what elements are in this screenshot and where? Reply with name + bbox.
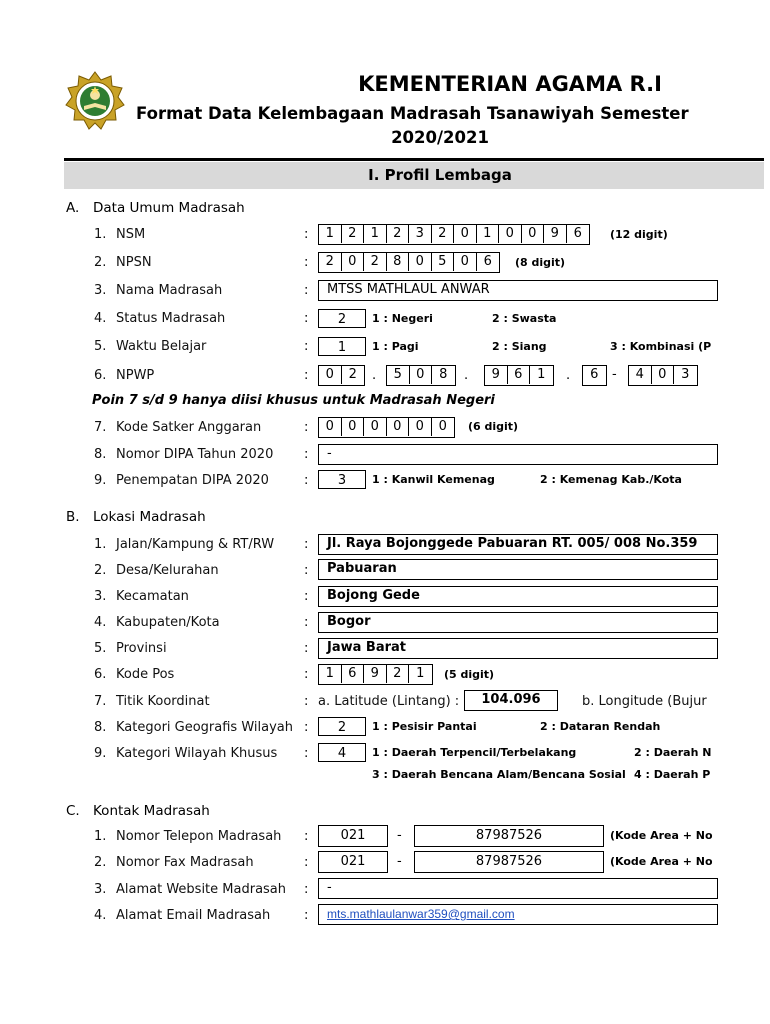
- digit-cell: 0: [652, 366, 675, 384]
- penempatan-option-2: 2 : Kemenag Kab./Kota: [540, 473, 682, 486]
- digit-cell: 2: [432, 225, 455, 243]
- colon: :: [304, 255, 309, 270]
- digit-cell: 6: [573, 226, 582, 241]
- section-b-letter: B.: [66, 509, 80, 525]
- khusus-option-4: 4 : Daerah P: [634, 768, 711, 781]
- npwp-group-2[interactable]: [386, 365, 456, 386]
- koordinat-number: 7.: [94, 694, 107, 709]
- digit-cell: 0: [387, 418, 410, 436]
- colon: :: [304, 882, 309, 897]
- jalan-number: 1.: [94, 537, 107, 552]
- npwp-group-5[interactable]: [628, 365, 698, 386]
- provinsi-number: 5.: [94, 641, 107, 656]
- npwp-dash: -: [612, 367, 617, 382]
- digit-cell: 6: [483, 254, 492, 269]
- kabupaten-field[interactable]: Bogor: [318, 612, 718, 633]
- geografis-option-1: 1 : Pesisir Pantai: [372, 720, 477, 733]
- kecamatan-field[interactable]: Bojong Gede: [318, 586, 718, 607]
- kabupaten-number: 4.: [94, 615, 107, 630]
- waktu-option-1: 1 : Pagi: [372, 340, 419, 353]
- jalan-label: Jalan/Kampung & RT/RW: [116, 537, 275, 552]
- colon: :: [304, 420, 309, 435]
- satker-note: (6 digit): [468, 420, 519, 433]
- npsn-digits[interactable]: [318, 252, 500, 273]
- provinsi-label: Provinsi: [116, 641, 167, 656]
- npwp-dot: .: [566, 368, 571, 383]
- digit-cell: 6: [590, 367, 599, 382]
- form-year: 2020/2021: [391, 128, 489, 147]
- email-number: 4.: [94, 908, 107, 923]
- kodepos-number: 6.: [94, 667, 107, 682]
- nama-madrasah-field[interactable]: MTSS MATHLAUL ANWAR: [318, 280, 718, 301]
- colon: :: [304, 473, 309, 488]
- telepon-note: (Kode Area + No: [610, 829, 713, 842]
- npwp-dot: .: [464, 368, 469, 383]
- colon: :: [304, 368, 309, 383]
- digit-cell: 1: [319, 225, 342, 243]
- status-field[interactable]: 2: [318, 309, 366, 328]
- email-link[interactable]: mts.mathlaulanwar359@gmail.com: [327, 907, 515, 921]
- digit-cell: 0: [454, 225, 477, 243]
- khusus-option-3: 3 : Daerah Bencana Alam/Bencana Sosial: [372, 768, 626, 781]
- telepon-number-field[interactable]: 87987526: [414, 825, 604, 847]
- digit-cell: 1: [364, 225, 387, 243]
- dipa-number: 8.: [94, 447, 107, 462]
- kecamatan-number: 3.: [94, 589, 107, 604]
- khusus-number: 9.: [94, 746, 107, 761]
- colon: :: [304, 746, 309, 761]
- kabupaten-label: Kabupaten/Kota: [116, 615, 220, 630]
- digit-cell: 1: [416, 666, 425, 681]
- digit-cell: 2: [342, 225, 365, 243]
- nsm-number: 1.: [94, 227, 107, 242]
- latitude-label: a. Latitude (Lintang) :: [318, 694, 460, 709]
- section-c-title: Kontak Madrasah: [93, 803, 210, 819]
- desa-label: Desa/Kelurahan: [116, 563, 219, 578]
- khusus-option-1: 1 : Daerah Terpencil/Terbelakang: [372, 746, 577, 759]
- npsn-note: (8 digit): [515, 256, 566, 269]
- digit-cell: 0: [522, 225, 545, 243]
- digit-cell: 0: [364, 418, 387, 436]
- digit-cell: 0: [410, 366, 433, 384]
- status-option-2: 2 : Swasta: [492, 312, 557, 325]
- negeri-only-note: Poin 7 s/d 9 hanya diisi khusus untuk Madrasah Negeri: [92, 393, 495, 408]
- jalan-field[interactable]: Jl. Raya Bojonggede Pabuaran RT. 005/ 008 No.359: [318, 534, 718, 555]
- digit-cell: 0: [438, 419, 447, 434]
- fax-label: Nomor Fax Madrasah: [116, 855, 254, 870]
- khusus-label: Kategori Wilayah Khusus: [116, 746, 278, 761]
- website-field[interactable]: -: [318, 878, 718, 899]
- khusus-field[interactable]: 4: [318, 743, 366, 762]
- section-b-title: Lokasi Madrasah: [93, 509, 206, 525]
- geografis-number: 8.: [94, 720, 107, 735]
- section-a-title: Data Umum Madrasah: [93, 200, 245, 216]
- website-label: Alamat Website Madrasah: [116, 882, 287, 897]
- colon: :: [304, 829, 309, 844]
- section-c-letter: C.: [66, 803, 80, 819]
- digit-cell: 1: [319, 665, 342, 683]
- npwp-label: NPWP: [116, 368, 155, 383]
- colon: :: [304, 589, 309, 604]
- digit-cell: 9: [364, 665, 387, 683]
- desa-field[interactable]: Pabuaran: [318, 559, 718, 580]
- digit-cell: 3: [681, 367, 690, 382]
- geografis-option-2: 2 : Dataran Rendah: [540, 720, 661, 733]
- longitude-label: b. Longitude (Bujur: [582, 694, 707, 709]
- digit-cell: 0: [342, 418, 365, 436]
- colon: :: [304, 667, 309, 682]
- npsn-label: NPSN: [116, 255, 152, 270]
- kodepos-note: (5 digit): [444, 668, 495, 681]
- colon: :: [304, 615, 309, 630]
- digit-cell: 0: [499, 225, 522, 243]
- colon: :: [304, 311, 309, 326]
- section-banner-title: I. Profil Lembaga: [368, 166, 512, 184]
- penempatan-number: 9.: [94, 473, 107, 488]
- nsm-note: (12 digit): [610, 228, 668, 241]
- penempatan-option-1: 1 : Kanwil Kemenag: [372, 473, 495, 486]
- status-number: 4.: [94, 311, 107, 326]
- website-number: 3.: [94, 882, 107, 897]
- digit-cell: 0: [409, 418, 432, 436]
- fax-area-field[interactable]: 021: [318, 851, 388, 873]
- waktu-number: 5.: [94, 339, 107, 354]
- status-option-1: 1 : Negeri: [372, 312, 433, 325]
- nama-number: 3.: [94, 283, 107, 298]
- email-field: [318, 904, 718, 925]
- digit-cell: 9: [544, 225, 567, 243]
- waktu-option-2: 2 : Siang: [492, 340, 547, 353]
- digit-cell: 2: [387, 665, 410, 683]
- khusus-option-2: 2 : Daerah N: [634, 746, 712, 759]
- digit-cell: 6: [508, 366, 531, 384]
- latitude-field[interactable]: 104.096: [464, 690, 558, 711]
- penempatan-field[interactable]: 3: [318, 470, 366, 489]
- telepon-area-field[interactable]: 021: [318, 825, 388, 847]
- npwp-group-1[interactable]: [318, 365, 365, 386]
- status-label: Status Madrasah: [116, 311, 226, 326]
- digit-cell: 0: [409, 253, 432, 271]
- waktu-field[interactable]: 1: [318, 337, 366, 356]
- nsm-digits[interactable]: [318, 224, 590, 245]
- fax-dash: -: [397, 854, 402, 869]
- nama-label: Nama Madrasah: [116, 283, 223, 298]
- digit-cell: 2: [387, 225, 410, 243]
- colon: :: [304, 447, 309, 462]
- npwp-group-4[interactable]: [582, 365, 607, 386]
- form-subtitle: Format Data Kelembagaan Madrasah Tsanawiyah Semester: [136, 104, 689, 123]
- colon: :: [304, 720, 309, 735]
- colon: :: [304, 563, 309, 578]
- colon: :: [304, 227, 309, 242]
- digit-cell: 1: [537, 367, 546, 382]
- digit-cell: 2: [364, 253, 387, 271]
- digit-cell: 8: [439, 367, 448, 382]
- geografis-field[interactable]: 2: [318, 717, 366, 736]
- geografis-label: Kategori Geografis Wilayah: [116, 720, 293, 735]
- digit-cell: 2: [319, 253, 342, 271]
- penempatan-label: Penempatan DIPA 2020: [116, 473, 269, 488]
- fax-number: 2.: [94, 855, 107, 870]
- npwp-dot: .: [372, 368, 377, 383]
- kecamatan-label: Kecamatan: [116, 589, 189, 604]
- npwp-number: 6.: [94, 368, 107, 383]
- digit-cell: 2: [348, 367, 357, 382]
- colon: :: [304, 283, 309, 298]
- digit-cell: 0: [454, 253, 477, 271]
- digit-cell: 1: [477, 225, 500, 243]
- digit-cell: 8: [387, 253, 410, 271]
- digit-cell: 3: [409, 225, 432, 243]
- telepon-dash: -: [397, 828, 402, 843]
- kodepos-digits[interactable]: [318, 664, 433, 685]
- provinsi-field[interactable]: Jawa Barat: [318, 638, 718, 659]
- header-divider: [64, 158, 764, 161]
- colon: :: [304, 339, 309, 354]
- satker-number: 7.: [94, 420, 107, 435]
- digit-cell: 9: [485, 366, 508, 384]
- waktu-label: Waktu Belajar: [116, 339, 207, 354]
- digit-cell: 0: [319, 418, 342, 436]
- digit-cell: 5: [432, 253, 455, 271]
- kodepos-label: Kode Pos: [116, 667, 175, 682]
- dipa-label: Nomor DIPA Tahun 2020: [116, 447, 274, 462]
- desa-number: 2.: [94, 563, 107, 578]
- fax-number-field[interactable]: 87987526: [414, 851, 604, 873]
- digit-cell: 5: [387, 366, 410, 384]
- nsm-label: NSM: [116, 227, 146, 242]
- fax-note: (Kode Area + No: [610, 855, 713, 868]
- section-a-letter: A.: [66, 200, 80, 216]
- digit-cell: 0: [342, 253, 365, 271]
- telepon-label: Nomor Telepon Madrasah: [116, 829, 282, 844]
- email-label: Alamat Email Madrasah: [116, 908, 271, 923]
- satker-digits[interactable]: [318, 417, 455, 438]
- kemenag-logo-icon: [64, 70, 126, 132]
- npsn-number: 2.: [94, 255, 107, 270]
- npwp-group-3[interactable]: [484, 365, 554, 386]
- ministry-title: KEMENTERIAN AGAMA R.I: [358, 72, 662, 96]
- dipa-field[interactable]: -: [318, 444, 718, 465]
- digit-cell: 4: [629, 366, 652, 384]
- telepon-number: 1.: [94, 829, 107, 844]
- colon: :: [304, 694, 309, 709]
- colon: :: [304, 537, 309, 552]
- koordinat-label: Titik Koordinat: [116, 694, 210, 709]
- waktu-option-3: 3 : Kombinasi (P: [610, 340, 712, 353]
- satker-label: Kode Satker Anggaran: [116, 420, 262, 435]
- digit-cell: 0: [319, 366, 342, 384]
- digit-cell: 6: [342, 665, 365, 683]
- colon: :: [304, 908, 309, 923]
- colon: :: [304, 641, 309, 656]
- colon: :: [304, 855, 309, 870]
